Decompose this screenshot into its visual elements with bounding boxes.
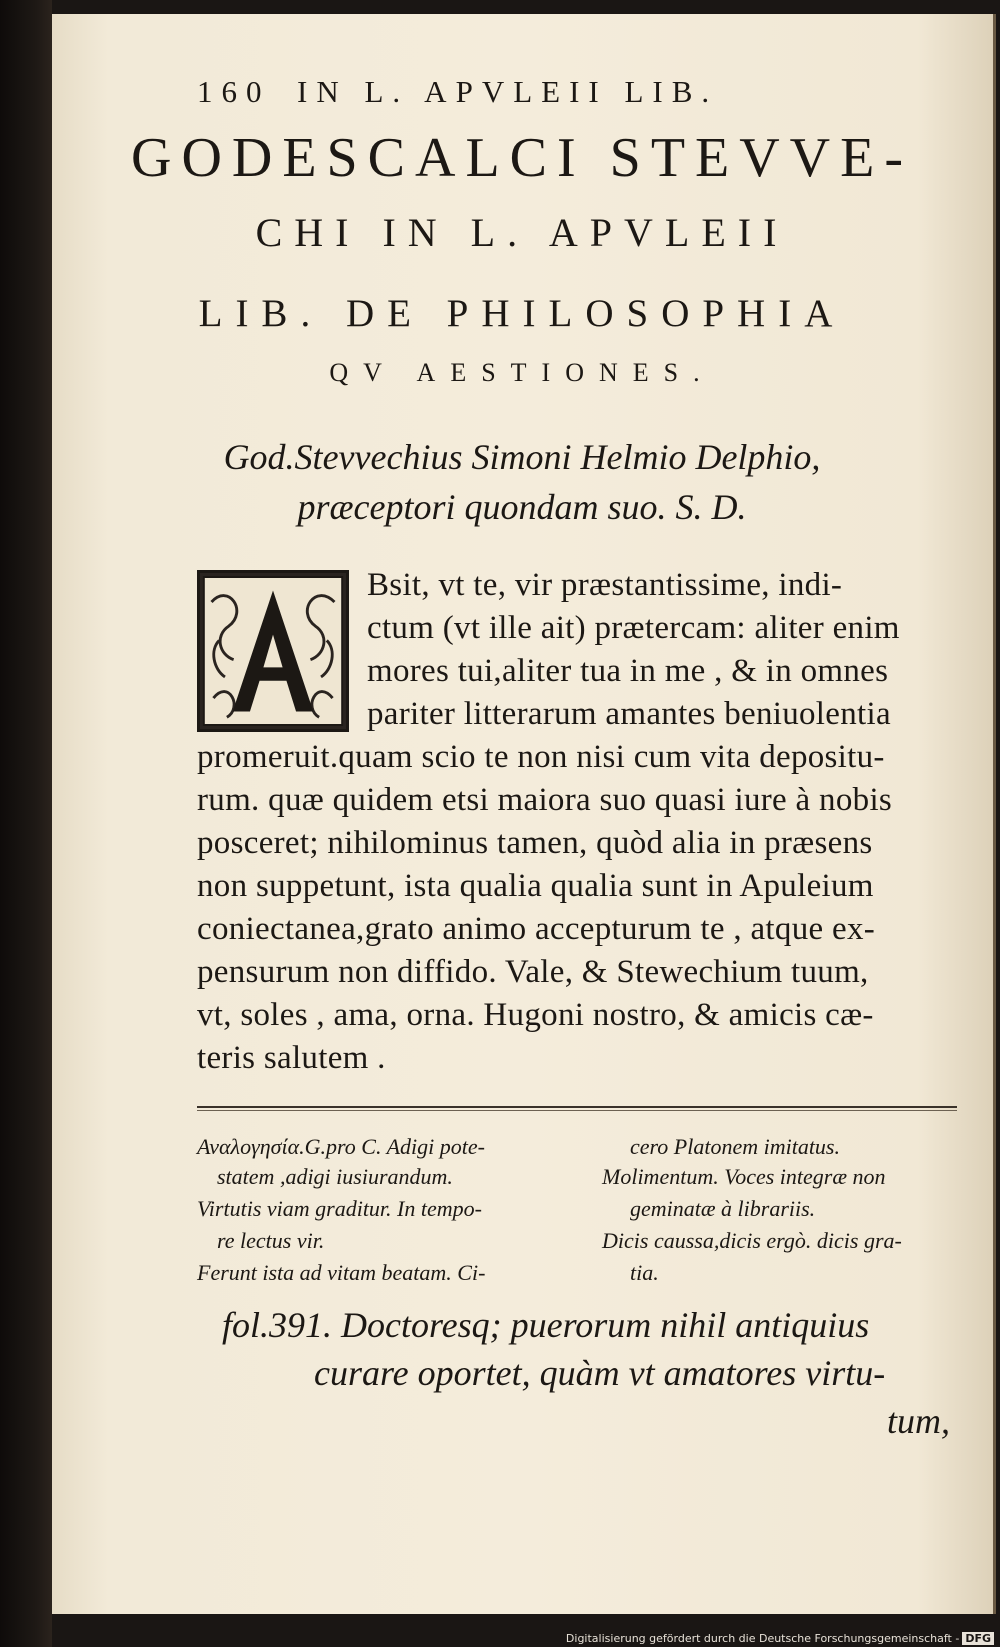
handwritten-line-1: fol.391. Doctoresq; puerorum nihil antiquius: [222, 1305, 870, 1345]
funding-footer: [566, 1632, 994, 1645]
title-line-4: QV AESTIONES.: [329, 358, 715, 387]
body-line-2: ctum (vt ille ait) prætercam: aliter enim: [367, 610, 900, 646]
body-line-11: vt, soles , ama, orna. Hugoni nostro, & amicis cæ-: [197, 997, 874, 1033]
handwritten-line-2: curare oportet, quàm vt amatores virtu-: [314, 1353, 886, 1393]
body-line-1: Bsit, vt te, vir præstantissime, indi-: [367, 567, 843, 603]
body-line-10: pensurum non diffido. Vale, & Stewechium tuum,: [197, 954, 869, 990]
title-line-1: GODESCALCI STEVVE-: [131, 127, 913, 189]
body-line-7: posceret; nihilominus tamen, quòd alia in præsens: [197, 825, 873, 861]
body-line-5: promeruit.quam scio te non nisi cum vita depositu-: [197, 739, 885, 775]
body-line-3: mores tui,aliter tua in me , & in omnes: [367, 653, 889, 689]
book-gutter: [0, 0, 52, 1647]
note-left-1: Αναλογησία.G.pro C. Adigi pote-: [197, 1134, 485, 1159]
body-line-12: teris salutem .: [197, 1040, 386, 1076]
note-right-4: Dicis caussa,dicis ergò. dicis gra-: [602, 1228, 902, 1253]
page-number: 160: [197, 74, 271, 109]
note-right-5: tia.: [630, 1260, 659, 1285]
running-head: [197, 74, 718, 110]
greeting-line-2: præceptori quondam suo. S. D.: [297, 487, 747, 527]
greeting-line-1: God.Stevvechius Simoni Helmio Delphio,: [223, 437, 821, 477]
title-line-2: CHI IN L. APVLEII: [255, 210, 789, 255]
separator-rule: [197, 1106, 957, 1108]
body-line-4: pariter litterarum amantes beniuolentia: [367, 696, 891, 732]
note-left-5: Ferunt ista ad vitam beatam. Ci-: [197, 1260, 486, 1285]
footer-text: Digitalisierung gefördert durch die Deutsche Forschungsgemeinschaft -: [565, 1632, 960, 1645]
running-head-text: IN L. APVLEII LIB.: [297, 74, 719, 109]
body-line-6: rum. quæ quidem etsi maiora suo quasi iure à nobis: [197, 782, 893, 818]
note-left-3: Virtutis viam graditur. In tempo-: [197, 1196, 482, 1221]
handwritten-line-3: tum,: [887, 1401, 950, 1441]
decorated-initial-a-icon: [197, 570, 349, 732]
title-line-3: LIB. DE PHILOSOPHIA: [198, 292, 846, 335]
book-page: [52, 14, 996, 1614]
note-right-1: cero Platonem imitatus.: [630, 1134, 840, 1159]
note-right-2: Molimentum. Voces integræ non: [602, 1164, 886, 1189]
note-left-2: statem ,adigi iusiurandum.: [217, 1164, 453, 1189]
note-right-3: geminatæ à librariis.: [630, 1196, 816, 1221]
dfg-logo-icon: DFG: [962, 1632, 994, 1645]
separator-rule-thin: [197, 1110, 957, 1111]
body-line-8: non suppetunt, ista qualia qualia sunt in Apuleium: [197, 868, 874, 904]
body-line-9: coniectanea,grato animo accepturum te , atque ex-: [197, 911, 876, 947]
note-left-4: re lectus vir.: [217, 1228, 325, 1253]
